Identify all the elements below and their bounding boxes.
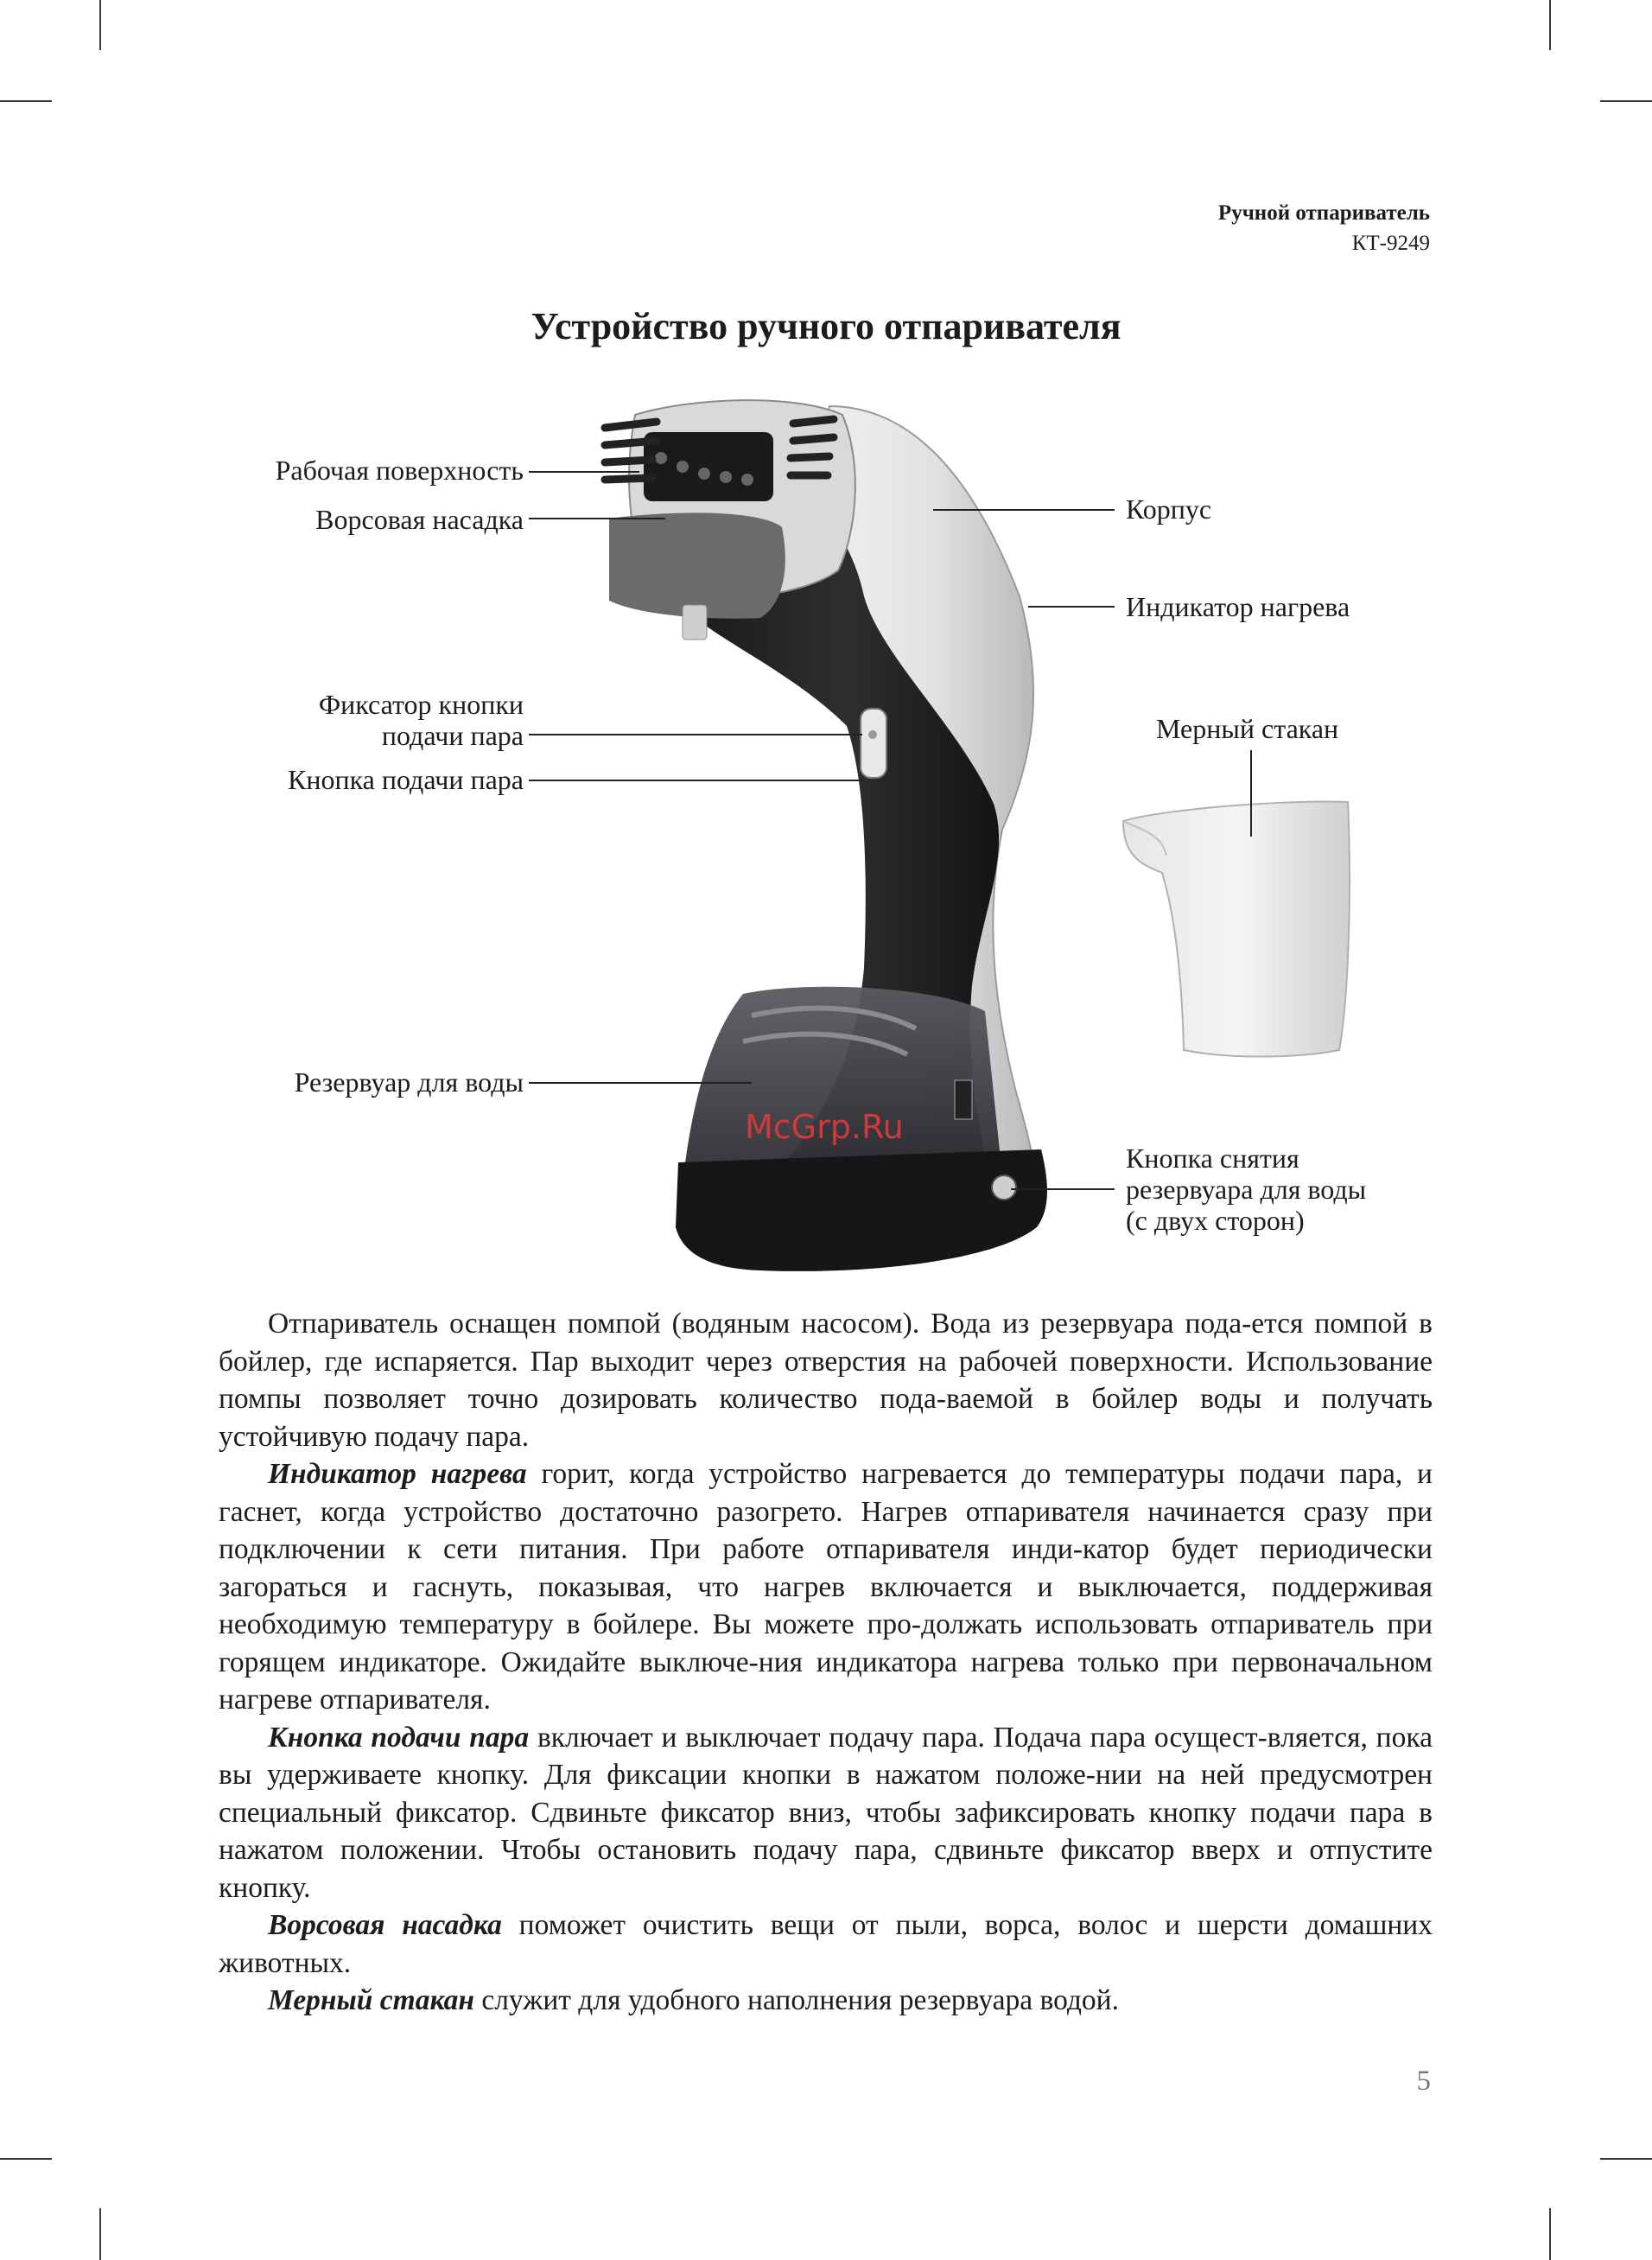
- label-steam-button: Кнопка подачи пара: [287, 764, 524, 795]
- label-measuring-cup: Мерный стакан: [1156, 713, 1339, 744]
- steam-button: [861, 709, 886, 778]
- paragraph-steam-button: [219, 1719, 1433, 1907]
- term-heat-indicator: Индикатор нагрева: [268, 1458, 527, 1490]
- paragraph-heat-indicator: [219, 1455, 1433, 1719]
- lint-brush-pad: [609, 512, 785, 618]
- running-header-title: Ручной отпариватель: [1217, 201, 1430, 225]
- nozzle-tab: [683, 605, 707, 640]
- term-lint-attachment: Ворсовая насадка: [268, 1909, 502, 1941]
- working-surface-holes: [644, 432, 773, 501]
- page-number: 5: [1416, 2066, 1431, 2097]
- paragraph-text: служит для удобного наполнения резервуара водой.: [473, 1984, 1119, 2016]
- label-lock-line2: подачи пара: [381, 720, 524, 751]
- running-header-model: КТ-9249: [1351, 232, 1430, 255]
- label-working-surface: Рабочая поверхность: [275, 455, 524, 486]
- term-steam-button: Кнопка подачи пара: [268, 1721, 530, 1754]
- term-measuring-cup: Мерный стакан: [268, 1984, 474, 2016]
- label-water-tank: Резервуар для воды: [294, 1066, 524, 1098]
- paragraph-lint-attachment: [219, 1907, 1433, 1982]
- label-release-line1: Кнопка снятия: [1126, 1143, 1299, 1174]
- label-lock-line1: Фиксатор кнопки: [318, 689, 524, 720]
- label-lint-attachment: Ворсовая насадка: [315, 504, 524, 535]
- label-heat-indicator: Индикатор нагрева: [1126, 591, 1350, 622]
- steamer-base: [676, 1149, 1047, 1271]
- section-title: Устройство ручного отпаривателя: [531, 305, 1121, 347]
- paragraph-text: горит, когда устройство нагревается до температуры подачи пара, и гаснет, когда устройство достаточно разогрето. Нагрев отпаривателя начинается сразу при подключении к сети питания. При работе отпаривателя инди-катор будет периодически загораться и гаснуть, показывая, что нагрев включается и выключается, поддерживая необходимую температуру в бойлере. Вы можете про-должать использовать отпариватель при горящем индикаторе. Ожидайте выключе-ния индикатора нагрева только при первоначальном нагреве отпаривателя.: [219, 1458, 1433, 1716]
- label-body: Корпус: [1126, 493, 1212, 525]
- label-release-line2: резервуара для воды: [1126, 1174, 1367, 1205]
- paragraph-text: включает и выключает подачу пара. Подача пара осущест-вляется, пока вы удерживаете кнопку. Для фиксации кнопки в нажатом положе-нии на ней предусмотрен специальный фиксатор. Сдвиньте фиксатор вниз, чтобы зафиксировать кнопку подачи пара в нажатом положении. Чтобы остановить подачу пара, сдвиньте фиксатор вверх и отпустите кнопку.: [219, 1721, 1433, 1904]
- watermark: McGrp.Ru: [745, 1108, 904, 1146]
- label-release-line3: (с двух сторон): [1126, 1205, 1305, 1236]
- body-text: [219, 1305, 1433, 2020]
- tank-release-button: [992, 1175, 1016, 1200]
- paragraph-text: поможет очистить вещи от пыли, ворса, волос и шерсти домашних животных.: [219, 1909, 1433, 1979]
- paragraph-pump: Отпариватель оснащен помпой (водяным насосом). Вода из резервуара пода-ется помпой в бойлер, где испаряется. Пар выходит через отверстия на рабочей поверхности. Использование помпы позволяет точно дозировать количество пода-ваемой в бойлер воды и получать устойчивую подачу пара.: [219, 1308, 1433, 1453]
- paragraph-measuring-cup: [219, 1982, 1433, 2020]
